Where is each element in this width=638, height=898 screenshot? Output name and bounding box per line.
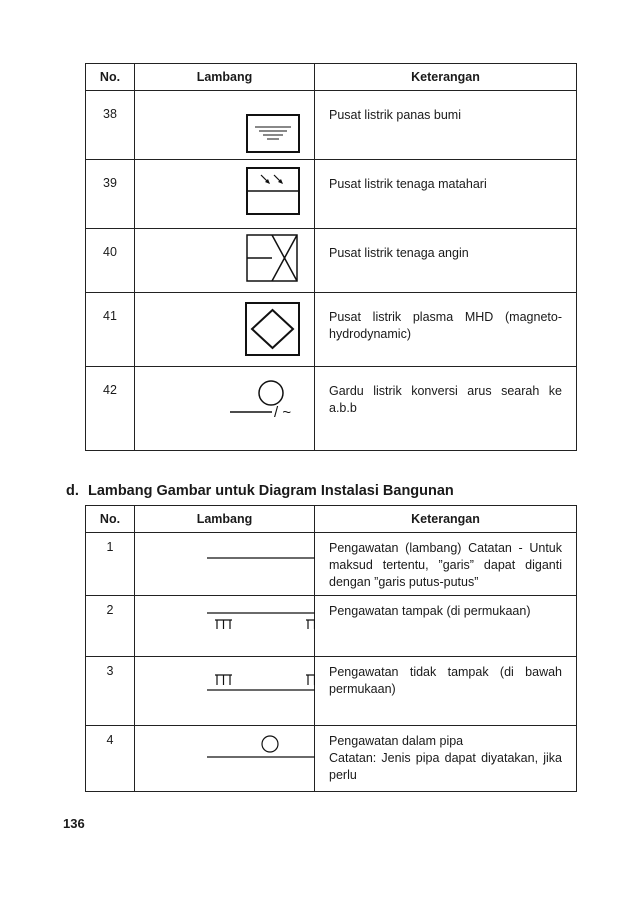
row-number: 4 bbox=[86, 726, 135, 792]
description-cell: Pusat listrik panas bumi bbox=[315, 91, 577, 160]
description-cell: Pusat listrik tenaga matahari bbox=[315, 160, 577, 229]
header-lambang: Lambang bbox=[135, 506, 315, 533]
header-no: No. bbox=[86, 506, 135, 533]
symbol-cell bbox=[135, 91, 315, 160]
row-number: 42 bbox=[86, 367, 135, 451]
description-cell bbox=[315, 726, 577, 792]
description-cell: Gardu listrik konversi arus searah ke a.b.b bbox=[315, 367, 577, 451]
table-row bbox=[86, 657, 577, 726]
symbol-cell bbox=[135, 596, 315, 657]
table-row bbox=[86, 367, 577, 451]
table-row bbox=[86, 726, 577, 792]
table-row bbox=[86, 533, 577, 596]
wind-symbol bbox=[135, 229, 315, 293]
header-no: No. bbox=[86, 64, 135, 91]
section-label: d. bbox=[66, 483, 79, 499]
installation-symbol-table bbox=[85, 505, 577, 792]
row-number: 38 bbox=[86, 91, 135, 160]
power-plant-symbol-table bbox=[85, 63, 577, 451]
row-number: 1 bbox=[86, 533, 135, 596]
table-header-row bbox=[86, 506, 577, 533]
surface-wiring-symbol bbox=[135, 596, 315, 657]
description-cell: Pusat listrik tenaga angin bbox=[315, 229, 577, 293]
symbol-cell bbox=[135, 726, 315, 792]
symbol-cell bbox=[135, 533, 315, 596]
wiring-line-symbol bbox=[135, 533, 315, 596]
description-cell: Pengawatan tidak tampak (di bawah permukaan) bbox=[315, 657, 577, 726]
row-number: 40 bbox=[86, 229, 135, 293]
solar-symbol bbox=[135, 160, 315, 229]
geothermal-symbol bbox=[135, 91, 315, 160]
converter-symbol bbox=[135, 367, 315, 451]
table-row bbox=[86, 91, 577, 160]
row-number: 39 bbox=[86, 160, 135, 229]
converter-symbol-label: / ~ bbox=[274, 404, 292, 421]
symbol-cell bbox=[135, 229, 315, 293]
description-cell: Pengawatan (lambang) Catatan - Untuk maksud tertentu, ”garis” dapat diganti dengan ”garis putus-putus” bbox=[315, 533, 577, 596]
description-cell: Pengawatan tampak (di permukaan) bbox=[315, 596, 577, 657]
header-keterangan: Keterangan bbox=[315, 64, 577, 91]
row-number: 3 bbox=[86, 657, 135, 726]
table-row bbox=[86, 160, 577, 229]
description-cell: Pusat listrik plasma MHD (magneto-hydrodynamic) bbox=[315, 293, 577, 367]
description-note: Catatan: Jenis pipa dapat diyatakan, jika perlu bbox=[329, 751, 562, 782]
symbol-cell bbox=[135, 367, 315, 451]
table-row bbox=[86, 293, 577, 367]
symbol-cell bbox=[135, 160, 315, 229]
page-number: 136 bbox=[63, 816, 85, 831]
row-number: 41 bbox=[86, 293, 135, 367]
header-keterangan: Keterangan bbox=[315, 506, 577, 533]
header-lambang: Lambang bbox=[135, 64, 315, 91]
conduit-wiring-symbol bbox=[135, 726, 315, 792]
table-header-row bbox=[86, 64, 577, 91]
symbol-cell bbox=[135, 657, 315, 726]
description-text: Pengawatan dalam pipa bbox=[329, 734, 464, 748]
mhd-symbol bbox=[135, 293, 315, 367]
concealed-wiring-symbol bbox=[135, 657, 315, 726]
section-title: Lambang Gambar untuk Diagram Instalasi Bangunan bbox=[88, 483, 454, 499]
section-heading bbox=[66, 483, 454, 499]
row-number: 2 bbox=[86, 596, 135, 657]
symbol-cell bbox=[135, 293, 315, 367]
table-row bbox=[86, 596, 577, 657]
table-row bbox=[86, 229, 577, 293]
